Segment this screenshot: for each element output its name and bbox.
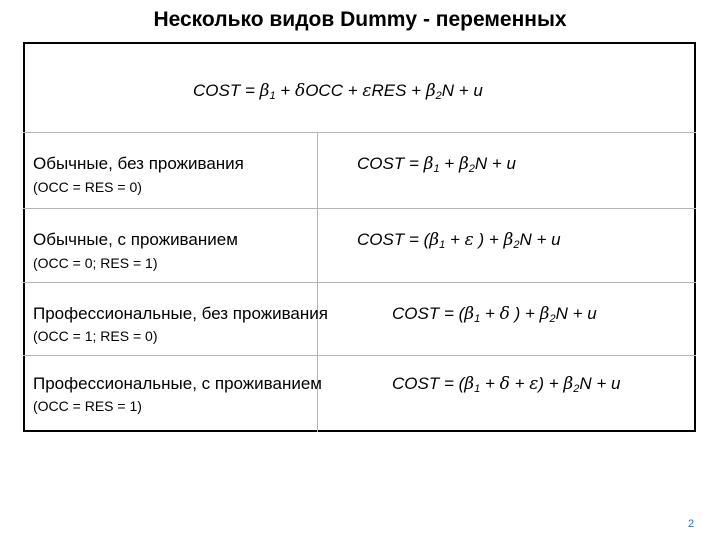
row-label: Профессиональные, с проживанием [33,374,322,393]
row-formula: COST = $(\beta_1 + \delta + \varepsilon) + \beta_2N + u$ [392,374,621,395]
divider-row-2 [23,282,696,283]
row-formula: COST = $\beta_1 + \beta_2N + u$ [357,154,516,175]
row-condition: (OCC = 0; RES = 1) [33,255,158,271]
page-number: 2 [688,518,695,530]
row-formula: COST = ($\beta_1 + \varepsilon$ ) + $\beta_2N + u$ [357,230,561,251]
row-formula: COST = ($\beta_1 + \delta$ ) + $\beta_2N + u$ [392,304,597,325]
row-label: Обычные, без проживания [33,154,244,173]
row-condition: (OCC = RES = 1) [33,398,142,414]
divider-header [23,132,696,133]
main-formula: COST = $\beta_1 + \delta OCC + \varepsilon RES + \beta_2N + u$ [193,81,483,102]
row-label: Обычные, с проживанием [33,230,238,249]
row-condition: (OCC = RES = 0) [33,179,142,195]
slide-title: Несколько видов Dummy - переменных [153,8,567,31]
row-condition: (OCC = 1; RES = 0) [33,328,158,344]
divider-row-3 [23,355,696,356]
divider-row-1 [23,208,696,209]
row-label: Профессиональные, без проживания [33,304,328,323]
